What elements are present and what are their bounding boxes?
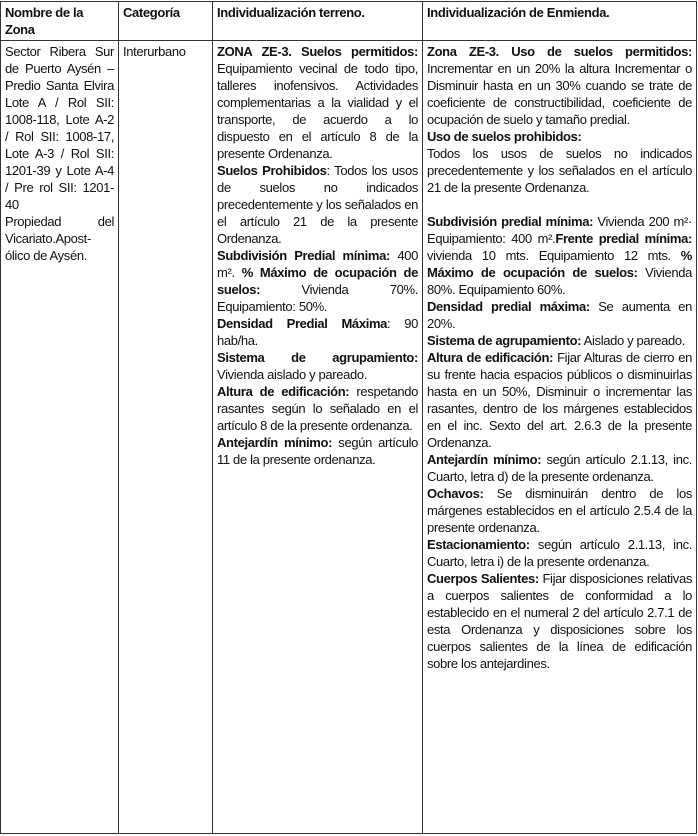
paragraph [427,128,692,145]
paragraph [217,434,418,468]
paragraph [217,315,418,349]
text-run: Aislado y pareado. [581,333,686,348]
paragraph [217,349,418,383]
text-run: según artículo 11 de la presente ordenanza. [217,435,418,467]
bold-label: Estacionamiento: [427,537,530,552]
bold-label: % Máximo de ocupación de suelos: [427,248,692,280]
text-run: Se aumenta en 20%. [427,299,692,331]
bold-label: Densidad predial máxima: [427,299,590,314]
paragraph [217,247,418,315]
paragraph [427,485,692,536]
paragraph [427,145,692,196]
text-run: Todos los usos de suelos no indicados precedentemente y los señalados en el artículo 21 de la presente Ordenanza. [427,146,692,195]
paragraph [217,162,418,247]
text-run: Fijar Alturas de cierro en su frente hacia espacios públicos o disminuirlas hasta en un 50%, Disminuir o incrementar las rasantes, dentro de los márgenes establecidos en el inc. Sexto del art. 2.6.3 de la presente Ordenanza. [427,350,692,450]
bold-label: Altura de edificación: [217,384,350,399]
text-run: Vivienda 200 m²· Equipamiento: 400 m². [427,214,692,246]
paragraph [427,298,692,332]
text-run: Sector Ribera Sur de Puerto Aysén – Predio Santa Elvira Lote A / Rol SII: 1008-118, Lote A-2 / Rol SII: 1008-17, Lote A-3 / Rol SII: 1201-39 y Lote A-4 / Pre rol SII: 1201-40 [5,44,114,212]
bold-label: Subdivisión predial mínima: [427,214,594,229]
text-run: respetando rasantes según lo señalado en el artículo 8 de la presente ordenanza. [217,384,418,433]
table-row [1,41,697,834]
text-run: : Todos los usos de suelos no indicados precedentemente y los señalados en el artículo 21 de la presente Ordenanza. [217,163,418,246]
bold-label: Sistema de agrupamiento: [217,350,418,365]
text-run: : 90 hab/ha. [217,316,418,348]
paragraph [427,332,692,349]
bold-label: ZONA ZE-3. Suelos permitidos: [217,44,418,59]
paragraph [427,349,692,451]
paragraph [427,43,692,128]
cell-categoria: Interurbano [119,41,213,834]
bold-label: Antejardín mínimo: [217,435,333,450]
bold-label: Cuerpos Salientes: [427,571,539,586]
paragraph [5,43,114,213]
paragraph [217,43,418,162]
bold-label: Sistema de agrupamiento: [427,333,582,348]
bold-label: Altura de edificación: [427,350,554,365]
header-categoria: Categoría [119,2,213,41]
bold-label: Zona ZE-3. Uso de suelos permitidos: [427,44,692,59]
zoning-table [0,1,697,834]
bold-label: Suelos Prohibidos [217,163,327,178]
bold-label: Ochavos: [427,486,484,501]
bold-label: Frente predial mínima: [555,231,692,246]
cell-terreno [213,41,423,834]
text-run: Vivienda 80%. Equipamiento 60%. [427,265,692,297]
header-terreno: Individualización terreno. [213,2,423,41]
text-run: Vivienda aislado y pareado. [217,367,368,382]
text-run: Se disminuirán dentro de los márgenes establecidos en el artículo 2.5.4 de la presente ordenanza. [427,486,692,535]
paragraph [427,213,692,298]
bold-label: Subdivisión Predial mínima: [217,248,390,263]
cell-zona [1,41,119,834]
bold-label: Uso de suelos prohibidos: [427,129,582,144]
paragraph [427,196,692,213]
paragraph [5,213,114,264]
header-enmienda: Individualización de Enmienda. [423,2,697,41]
paragraph [427,536,692,570]
text-run: Fijar disposiciones relativas a cuerpos salientes de conformidad a lo establecido en el numeral 2 del artículo 2.7.1 de esta Ordenanza y disposiciones sobre los cuerpos salientes de la línea de edificación sobre los antejardines. [427,571,692,671]
bold-label: % Máximo de ocupación de suelos: [217,265,418,297]
text-run: según artículo 2.1.13, inc. Cuarto, letra d) de la presente ordenanza. [427,452,692,484]
text-run: 400 m². [217,248,418,280]
text-run: vivienda 10 mts. Equipamiento 12 mts. [427,248,681,263]
text-run: Vivienda 70%. Equipamiento: 50%. [217,282,418,314]
text-run: según artículo 2.1.13, inc. Cuarto, letra i) de la presente ordenanza. [427,537,692,569]
text-run: Incrementar en un 20% la altura Incrementar o Disminuir hasta en un 30% cuando se trate de coeficiente de constructibilidad, coeficiente de ocupación de suelo y tamaño predial. [427,61,692,127]
paragraph [217,383,418,434]
paragraph [427,451,692,485]
header-zona: Nombre de la Zona [1,2,119,41]
bold-label: Antejardín mínimo: [427,452,542,467]
bold-label: Densidad Predial Máxima [217,316,388,331]
text-run: Propiedad del Vicariato.Apost-ólico de Aysén. [5,214,114,263]
header-row [1,2,697,41]
paragraph [427,570,692,672]
text-run: Equipamiento vecinal de todo tipo, talleres inofensivos. Actividades complementarias a la vialidad y el transporte, de acuerdo a lo dispuesto en el artículo 8 de la presente Ordenanza. [217,61,418,161]
cell-enmienda [423,41,697,834]
